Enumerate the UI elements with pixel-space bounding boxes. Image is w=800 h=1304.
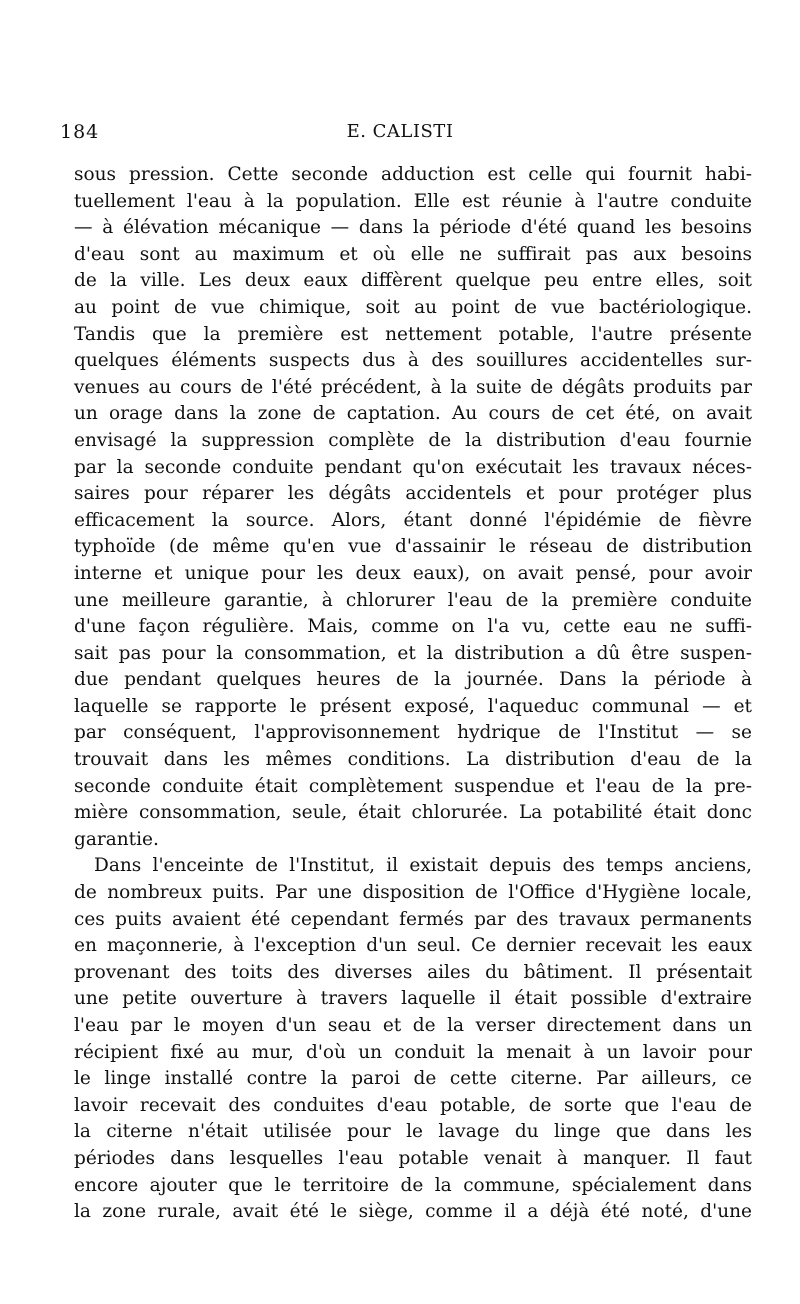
text-line: laquelle se rapporte le présent exposé, l'aqueduc communal — et bbox=[74, 695, 752, 717]
text-line: Dans l'enceinte de l'Institut, il existait depuis des temps anciens, bbox=[94, 855, 752, 877]
text-line: garantie. bbox=[74, 828, 159, 850]
text-line: trouvait dans les mêmes conditions. La distribution d'eau de la bbox=[74, 749, 752, 771]
text-line: encore ajouter que le territoire de la commune, spécialement dans bbox=[74, 1174, 752, 1196]
text-line: sous pression. Cette seconde adduction est celle qui fournit habi- bbox=[74, 164, 752, 185]
text-line: la zone rurale, avait été le siège, comme il a déjà été noté, d'une bbox=[74, 1201, 752, 1223]
text-line: efficacement la source. Alors, étant donné l'épidémie de fièvre bbox=[74, 509, 752, 531]
text-line: due pendant quelques heures de la journée. Dans la période à bbox=[74, 669, 752, 691]
text-line: au point de vue chimique, soit au point de vue bactériologique. bbox=[74, 296, 752, 318]
text-line: par conséquent, l'approvisonnement hydrique de l'Institut — se bbox=[74, 722, 752, 744]
text-line: un orage dans la zone de captation. Au cours de cet été, on avait bbox=[74, 403, 752, 425]
paragraph bbox=[74, 162, 752, 853]
text-line: interne et unique pour les deux eaux), on avait pensé, pour avoir bbox=[74, 562, 752, 584]
body-text bbox=[74, 162, 752, 1226]
text-line: provenant des toits des diverses ailes du bâtiment. Il présentait bbox=[74, 961, 752, 983]
text-line: sait pas pour la consommation, et la distribution a dû être suspen- bbox=[74, 642, 752, 664]
text-line: ces puits avaient été cependant fermés par des travaux permanents bbox=[74, 908, 752, 930]
text-line: d'une façon régulière. Mais, comme on l'a vu, cette eau ne suffi- bbox=[74, 616, 752, 638]
text-line: l'eau par le moyen d'un seau et de la verser directement dans un bbox=[74, 1015, 752, 1036]
text-line: tuellement l'eau à la population. Elle est réunie à l'autre conduite bbox=[74, 190, 752, 212]
text-line: le linge installé contre la paroi de cette citerne. Par ailleurs, ce bbox=[74, 1068, 752, 1090]
text-line: d'eau sont au maximum et où elle ne suffirait pas aux besoins bbox=[74, 243, 752, 265]
text-line: une meilleure garantie, à chlorurer l'eau de la première conduite bbox=[74, 589, 752, 611]
text-line: en maçonnerie, à l'exception d'un seul. Ce dernier recevait les eaux bbox=[74, 935, 752, 957]
text-line: périodes dans lesquelles l'eau potable venait à manquer. Il faut bbox=[74, 1147, 752, 1169]
text-line: par la seconde conduite pendant qu'on exécutait les travaux néces- bbox=[74, 456, 752, 478]
text-line: mière consommation, seule, était chlorurée. La potabilité était donc bbox=[74, 802, 752, 824]
text-line: — à élévation mécanique — dans la période d'été quand les besoins bbox=[74, 217, 752, 239]
paragraph bbox=[74, 853, 752, 1225]
text-line: typhoïde (de même qu'en vue d'assainir le réseau de distribution bbox=[74, 536, 752, 558]
text-line: seconde conduite était complètement suspendue et l'eau de la pre- bbox=[74, 775, 752, 797]
text-line: venues au cours de l'été précédent, à la suite de dégâts produits par bbox=[74, 376, 752, 398]
text-line: saires pour réparer les dégâts accidentels et pour protéger plus bbox=[74, 483, 752, 505]
page-number: 184 bbox=[60, 121, 100, 143]
text-line: la citerne n'était utilisée pour le lavage du linge que dans les bbox=[74, 1121, 752, 1143]
text-line: lavoir recevait des conduites d'eau potable, de sorte que l'eau de bbox=[74, 1094, 752, 1116]
text-line: de la ville. Les deux eaux diffèrent quelque peu entre elles, soit bbox=[74, 270, 752, 292]
running-head: E. CALISTI bbox=[346, 121, 454, 142]
text-line: une petite ouverture à travers laquelle il était possible d'extraire bbox=[74, 988, 752, 1010]
text-line: quelques éléments suspects dus à des souillures accidentelles sur- bbox=[74, 350, 752, 372]
text-line: de nombreux puits. Par une disposition de l'Office d'Hygiène locale, bbox=[74, 882, 752, 904]
text-line: envisagé la suppression complète de la distribution d'eau fournie bbox=[74, 429, 752, 451]
text-line: Tandis que la première est nettement potable, l'autre présente bbox=[74, 323, 752, 345]
text-line: récipient fixé au mur, d'où un conduit la menait à un lavoir pour bbox=[74, 1041, 752, 1063]
